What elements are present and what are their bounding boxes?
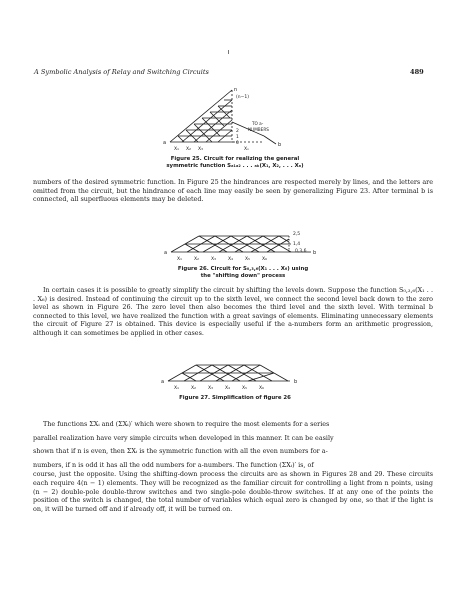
fig25-label-to-a: TO a- — [252, 121, 264, 126]
paragraph-3-line4: numbers, if n is odd it has all the odd numbers for a-numbers. The function (ΣXᵢ)′ is, of — [33, 460, 314, 469]
paragraph-2: In certain cases it is possible to greatly simplify the circuit by shifting the levels down. Suppose the function S₀,₃,₆(X₁ . . . X₆) is desired. Instead of continuing the circuit up to the sixth level, we connect the second level back down to the zero level as shown in Figure 26. The zero level then also becomes the third level and the sixth level. With terminal b connected to this level, we have realized the function with a great savings of elements. Eliminating unnecessary elements the circuit of Figure 27 is obtained. This device is especially useful if the a-numbers form an arithmetic progression, although it can sometimes be applied in other cases. — [33, 286, 433, 337]
figure-26-caption-line1: Figure 26. Circuit for S₀,₃,₆(X₁ . . . X₆) using — [177, 266, 309, 272]
page-speck — [228, 50, 229, 54]
fig26-label-0-3-6: 0,3,6 — [295, 249, 307, 254]
fig26-label-x3: X₃ — [211, 257, 216, 262]
fig25-label-numbers: NUMBERS — [248, 127, 269, 132]
fig26-label-x2: X₂ — [194, 257, 199, 262]
fig27-terminal-b: b — [294, 379, 298, 385]
fig26-label-x4: X₄ — [228, 257, 233, 262]
fig25-label-1: 1 — [236, 135, 239, 140]
fig25-terminal-a: a — [163, 140, 167, 146]
figure-26-caption-line2: the "shifting down" process — [200, 273, 286, 279]
page-number: 489 — [410, 68, 424, 76]
fig26-label-1-4: 1,4 — [293, 242, 301, 247]
fig25-label-xn: Xₙ — [244, 147, 249, 152]
figure-26-diagram — [163, 226, 323, 266]
fig26-label-x6: X₆ — [262, 257, 267, 262]
fig27-label-x2: X₂ — [191, 386, 196, 391]
figure-27-caption: Figure 27. Simplification of figure 26 — [179, 395, 291, 401]
paragraph-3-line2: parallel realization have very simple circuits when developed in this manner. It can be easily — [33, 433, 334, 442]
paragraph-3 — [33, 420, 433, 513]
running-head: A Symbolic Analysis of Relay and Switching Circuits — [34, 68, 209, 76]
figure-26-caption — [168, 266, 318, 280]
fig25-label-n: n — [234, 87, 238, 93]
figure-25-lattice — [170, 90, 276, 144]
fig26-label-x1: X₁ — [177, 257, 182, 262]
figure-27-diagram — [160, 355, 310, 395]
figure-25-caption-line1: Figure 25. Circuit for realizing the general — [170, 156, 300, 162]
figure-25-diagram — [160, 84, 290, 154]
fig27-terminal-a: a — [161, 379, 165, 385]
fig25-label-x2: X₂ — [186, 147, 191, 152]
fig26-terminal-a: a — [164, 250, 168, 256]
fig27-label-x4: X₄ — [225, 386, 230, 391]
fig27-label-x3: X₃ — [208, 386, 213, 391]
fig25-label-2: 2 — [236, 129, 239, 134]
fig25-label-x3: X₃ — [198, 147, 203, 152]
fig26-label-x5: X₅ — [245, 257, 250, 262]
figure-26-lattice — [171, 236, 311, 252]
paragraph-1: numbers of the desired symmetric function. In Figure 25 the hindrances are respected merely by lines, and the letters are omitted from the circuit, but the hindrance of each line may easily be seen by generalizing Figure 23. After terminal b is connected, all superfluous elements may be deleted. — [33, 178, 433, 204]
paragraph-3-line3: shown that if n is even, then ΣXᵢ is the symmetric function with all the even numbers for a- — [33, 447, 328, 456]
fig25-terminal-b: b — [278, 142, 282, 148]
fig26-label-2-5: 2,5 — [293, 232, 301, 237]
paragraph-3-rest: course, just the opposite. Using the shifting-down process the circuits are as shown in Figures 28 and 29. These circuits each require 4(n − 1) elements. They will be recognized as the familiar circuit for controlling a light from n points, using (n − 2) double-pole double-throw switches and two single-pole double-throw switches. If at any one of the points the position of the switch is changed, the total number of variables which equal zero is changed by one, so that if the light is on, it will be turned off and if already off, it will be turned on. — [33, 470, 433, 513]
figure-25-caption-line2: symmetric function Sₐ₁ₐ₂ . . . ₐₖ(X₁, X₂, . . . Xₙ) — [166, 163, 304, 169]
fig27-label-x5: X₅ — [242, 386, 247, 391]
figure-27-lattice — [168, 365, 290, 381]
fig25-label-0: 0 — [236, 141, 239, 146]
fig25-label-n-minus-1: (n−1) — [236, 95, 249, 100]
fig27-label-x1: X₁ — [174, 386, 179, 391]
fig27-label-x6: X₆ — [259, 386, 264, 391]
figure-25-caption — [160, 156, 310, 170]
paragraph-3-line1: The functions ΣXᵢ and (ΣXᵢ)′ which were shown to require the most elements for a series — [43, 420, 330, 428]
fig25-label-x1: X₁ — [174, 147, 179, 152]
fig26-terminal-b: b — [313, 250, 317, 256]
